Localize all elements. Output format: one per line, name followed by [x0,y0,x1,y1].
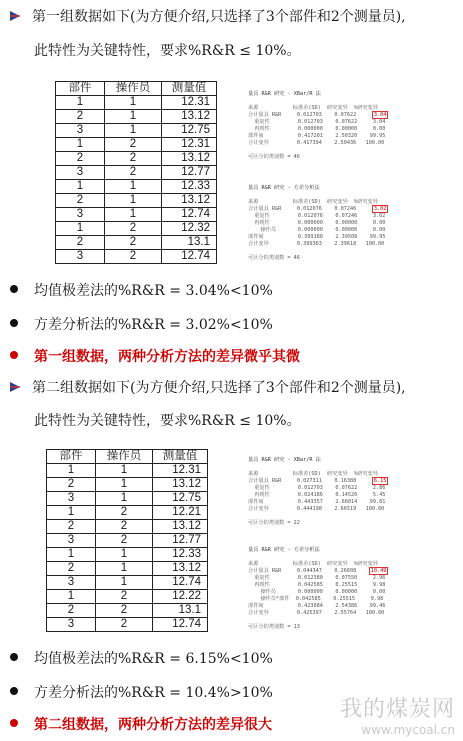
cell-operator: 2 [96,618,153,632]
header-measurement: 测量值 [162,82,217,96]
cell-part: 2 [56,152,105,166]
cell-operator: 2 [96,590,153,604]
cell-operator: 2 [96,604,153,618]
highlight-box: 10.49 [370,568,387,574]
group1-conclusion: 第一组数据，两种分析方法的差异微乎其微 [10,348,300,366]
cell-operator: 1 [105,110,162,124]
table-row [47,590,208,604]
cell-measurement: 13.1 [153,604,208,618]
cell-operator: 2 [96,506,153,520]
cell-operator: 1 [96,548,153,562]
minitab-row: 部件间 0.417201 2.50320 99.95 [248,133,386,139]
table-row [47,520,208,534]
cell-part: 2 [56,236,105,250]
cell-operator: 2 [105,222,162,236]
table-row [56,236,217,250]
cell-measurement: 12.74 [162,250,217,264]
table-row [56,166,217,180]
cell-part: 2 [47,562,96,576]
cell-operator: 2 [105,152,162,166]
highlight-box: 3.04 [373,112,387,118]
cell-part: 3 [47,576,96,590]
cell-measurement: 12.75 [162,124,217,138]
cell-part: 1 [47,590,96,604]
minitab-row: 操作员 0.000000 0.00000 0.00 [248,589,386,595]
cell-measurement: 12.77 [153,534,208,548]
watermark [340,692,455,737]
group1-minitab-xbar: 量具 R&R 研究 - XBar/R 法 来源 标准差(SD) 研究变异 %研究变异 合计量具 R&R 0.012703 0.07622 3.04 重复性 0.012703 0.07622 3.04 再现性 0.000000 0.00000 0.00 部件间 0.417201 2.50320 99.95 合计变异 0.417394 2.50436 100.00 可区分的类别数 = 46 [248,91,387,160]
cell-measurement: 12.21 [153,506,208,520]
cell-operator: 1 [105,180,162,194]
group1-intro-line2: 此特性为关键特性，要求%R&R ≤ 10%。 [34,43,301,59]
table-row [56,250,217,264]
cell-measurement: 12.33 [153,548,208,562]
table-row [56,208,217,222]
cell-operator: 1 [96,478,153,492]
group2-conclusion: 第二组数据，两种分析方法的差异很大 [10,716,272,734]
cell-part: 1 [56,138,105,152]
cell-operator: 1 [105,96,162,110]
minitab-row: 重复性 0.012703 0.07622 2.86 [248,485,386,491]
minitab-row: 操作员 0.000000 0.00000 0.00 [248,227,386,233]
minitab-row: 重复性 0.012703 0.07622 3.04 [248,119,386,125]
arrow-icon [8,9,22,23]
cell-part: 2 [47,478,96,492]
group1-bullet-xbar: 均值极差法的%R&R = 3.04%<10% [10,282,273,300]
cell-measurement: 12.33 [162,180,217,194]
cell-measurement: 13.12 [162,152,217,166]
group1-intro-line1: 第一组数据如下(为方便介绍,只选择了3个部件和2个测量员), [8,8,406,26]
minitab-row: 合计量具 R&R 0.044347 0.26608 10.49 [248,568,387,574]
cell-measurement: 12.75 [153,492,208,506]
watermark-text: 我的煤炭网 [339,697,455,722]
table-row [47,534,208,548]
cell-operator: 1 [96,492,153,506]
header-part: 部件 [47,450,96,464]
table-row [47,548,208,562]
cell-operator: 1 [96,464,153,478]
minitab-row: 再现性 0.000000 0.00000 0.00 [248,126,386,132]
cell-part: 2 [56,194,105,208]
cell-operator: 2 [96,520,153,534]
cell-measurement: 12.31 [162,96,217,110]
cell-operator: 2 [105,236,162,250]
header-part: 部件 [56,82,105,96]
header-measurement: 测量值 [153,450,208,464]
cell-part: 3 [47,492,96,506]
table-header-row [56,82,217,96]
cell-measurement: 12.22 [153,590,208,604]
cell-part: 1 [56,96,105,110]
watermark-url: www.mycoal.cn [361,723,455,737]
table-row [56,152,217,166]
minitab-row: 再现性 0.042585 0.25515 9.98 [248,582,386,588]
group2-minitab-xbar: 量具 R&R 研究 - XBar/R 法 来源 标准差(SD) 研究变异 %研究变异 合计量具 R&R 0.027311 0.16388 6.15 重复性 0.012703 0.07622 2.86 再现性 0.024186 0.14520 5.45 部件间 0.443357 2.66014 99.81 合计变异 0.444198 2.66519 100.00 可区分的类别数 = 22 [248,457,387,526]
table-row [47,576,208,590]
cell-operator: 2 [105,138,162,152]
cell-measurement: 12.32 [162,222,217,236]
minitab-row: 合计量具 R&R 0.012703 0.07622 3.04 [248,112,387,118]
cell-part: 1 [56,180,105,194]
cell-part: 3 [56,124,105,138]
table-row [56,96,217,110]
minitab-row: 合计量具 R&R 0.012076 0.07246 3.02 [248,206,387,212]
cell-part: 2 [47,520,96,534]
group2-intro-line2: 此特性为关键特性，要求%R&R ≤ 10%。 [34,413,301,429]
minitab-row: 合计变异 0.417394 2.50436 100.00 [248,140,385,146]
cell-part: 2 [56,110,105,124]
group1-minitab-anova: 量具 R&R 研究 - 方差分析法 来源 标准差(SD) 研究变异 %研究变异 合计量具 R&R 0.012076 0.07246 3.02 重复性 0.012076 0.07246 3.02 再现性 0.000000 0.00000 0.00 操作员 0.000000 0.00000 0.00 部件间 0.399180 2.39508 99.95 合计变异 0.399363 2.39618 100.00 可区分的类别数 = 46 [248,185,387,261]
cell-part: 3 [47,534,96,548]
cell-operator: 1 [105,124,162,138]
minitab-row: 操作员*部件 0.042585 0.25515 9.98 [248,596,384,602]
group2-bullet-anova: 方差分析法的%R&R = 10.4%>10% [10,684,273,702]
cell-operator: 2 [105,166,162,180]
table-row [56,194,217,208]
cell-operator: 1 [96,576,153,590]
cell-measurement: 12.77 [162,166,217,180]
table-row [56,180,217,194]
minitab-row: 重复性 0.012076 0.07246 3.02 [248,213,386,219]
table-row [47,464,208,478]
table-row [47,618,208,632]
cell-measurement: 12.31 [162,138,217,152]
cell-measurement: 13.1 [162,236,217,250]
minitab-row: 合计量具 R&R 0.027311 0.16388 6.15 [248,478,387,484]
cell-measurement: 13.12 [162,194,217,208]
table-row [56,124,217,138]
highlight-box: 6.15 [373,478,387,484]
table-row [56,138,217,152]
minitab-row: 合计变异 0.425397 2.55764 100.00 [248,610,385,616]
group2-minitab-anova: 量具 R&R 研究 - 方差分析法 来源 标准差(SD) 研究变异 %研究变异 合计量具 R&R 0.044347 0.26608 10.49 重复性 0.012380 0.07550 2.96 再现性 0.042585 0.25515 9.98 操作员 0.000000 0.00000 0.00 操作员*部件 0.042585 0.25515 9.98 部件间 0.423084 2.54386 99.46 合计变异 0.425397 2.55764 100.00 可区分的类别数 = 13 [248,547,387,630]
cell-measurement: 12.74 [153,576,208,590]
group2-bullet-xbar: 均值极差法的%R&R = 6.15%<10% [10,650,273,668]
minitab-row: 合计变异 0.399363 2.39618 100.00 [248,241,385,247]
cell-part: 2 [47,604,96,618]
cell-measurement: 12.74 [153,618,208,632]
table-row [47,478,208,492]
table-row [47,604,208,618]
table-header-row [47,450,208,464]
table-row [56,110,217,124]
group2-intro-line1: 第二组数据如下(为方便介绍,只选择了3个部件和2个测量员), [8,379,406,397]
table-row [47,492,208,506]
cell-part: 1 [56,222,105,236]
cell-part: 1 [47,464,96,478]
minitab-row: 再现性 0.000000 0.00000 0.00 [248,220,386,226]
cell-measurement: 13.12 [153,520,208,534]
cell-part: 3 [56,250,105,264]
minitab-row: 部件间 0.443357 2.66014 99.81 [248,499,386,505]
header-operator: 操作员 [96,450,153,464]
cell-operator: 2 [96,534,153,548]
cell-part: 3 [56,208,105,222]
cell-operator: 1 [96,562,153,576]
arrow-icon [8,380,22,394]
group1-data-table [55,81,217,264]
minitab-row: 重复性 0.012380 0.07550 2.96 [248,575,386,581]
table-row [47,506,208,520]
cell-measurement: 12.74 [162,208,217,222]
cell-operator: 2 [105,250,162,264]
cell-measurement: 12.31 [153,464,208,478]
cell-operator: 1 [105,208,162,222]
header-operator: 操作员 [105,82,162,96]
group2-data-table [46,449,208,632]
cell-part: 1 [47,548,96,562]
minitab-row: 合计变异 0.444198 2.66519 100.00 [248,506,385,512]
table-row [47,562,208,576]
minitab-row: 部件间 0.399180 2.39508 99.95 [248,234,386,240]
cell-part: 3 [47,618,96,632]
highlight-box: 3.02 [373,206,387,212]
minitab-row: 再现性 0.024186 0.14520 5.45 [248,492,386,498]
cell-measurement: 13.12 [153,562,208,576]
cell-part: 3 [56,166,105,180]
group1-bullet-anova: 方差分析法的%R&R = 3.02%<10% [10,316,273,334]
minitab-row: 部件间 0.423084 2.54386 99.46 [248,603,386,609]
table-row [56,222,217,236]
cell-measurement: 13.12 [162,110,217,124]
cell-part: 1 [47,506,96,520]
cell-measurement: 13.12 [153,478,208,492]
cell-operator: 1 [105,194,162,208]
